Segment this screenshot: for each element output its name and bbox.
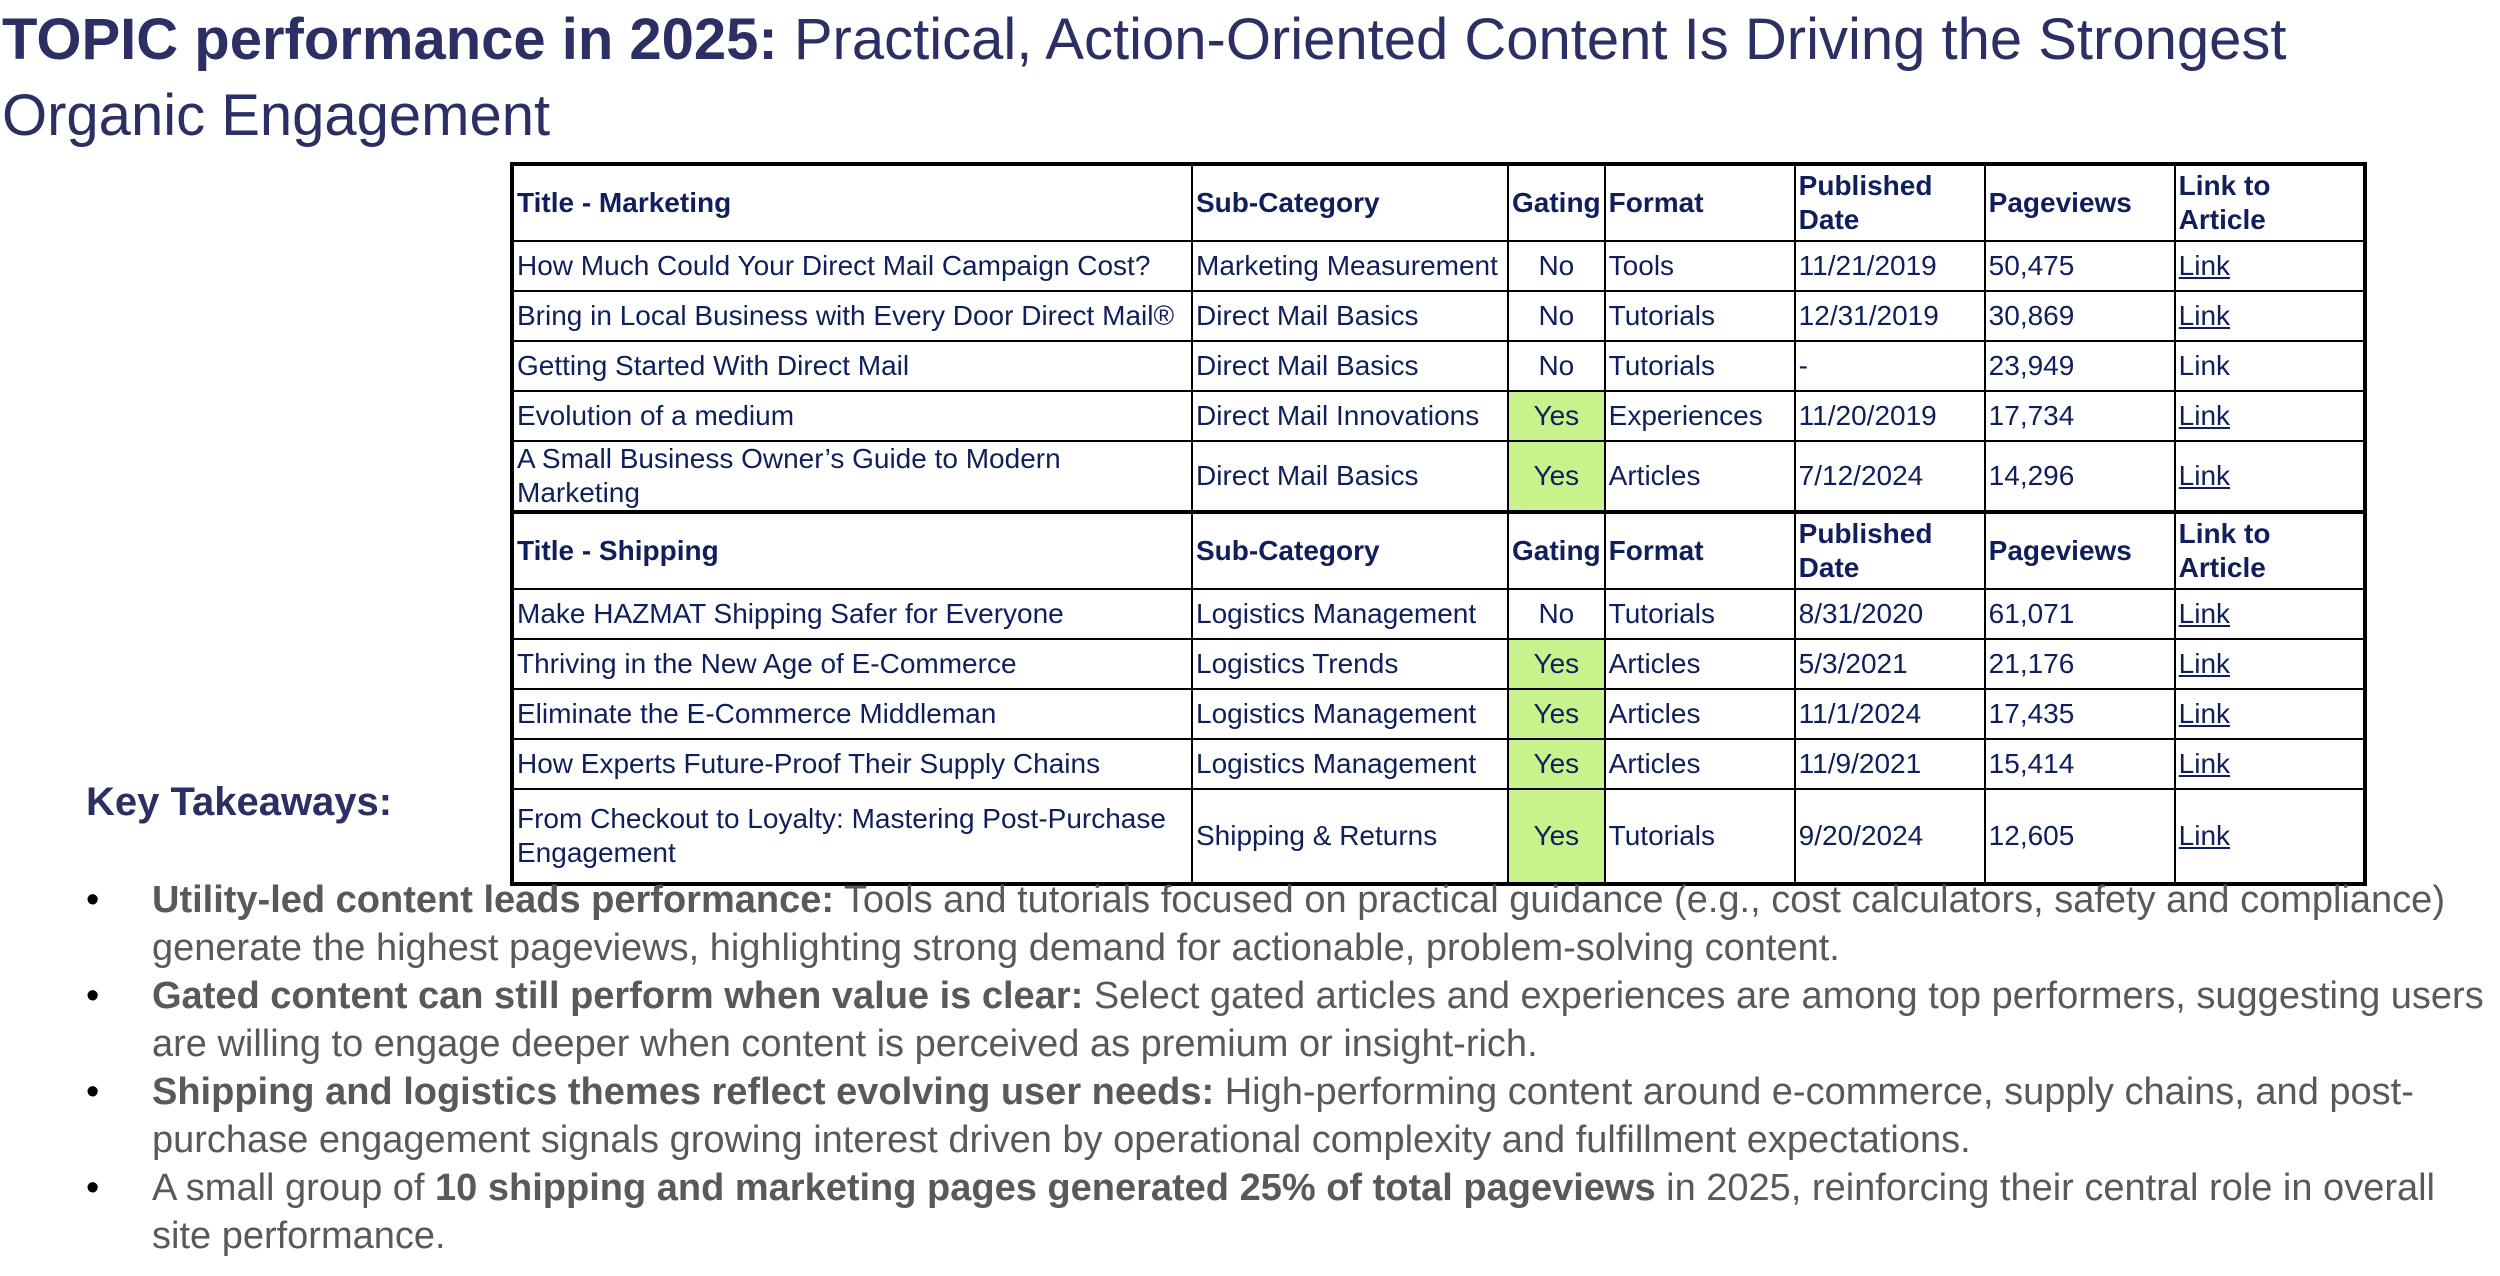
cell-pageviews: 30,869: [1985, 291, 2175, 341]
takeaway-text: Select gated articles and experiences are among top performers, suggesting users are willing to engage deeper when content is perceived as premium or insight-rich.: [152, 975, 2484, 1065]
cell-gating: Yes: [1508, 391, 1605, 441]
cell-gating: Yes: [1508, 639, 1605, 689]
cell-pageviews: 12,605: [1985, 789, 2175, 884]
header-title-shipping: Title - Shipping: [512, 512, 1192, 589]
cell-link: [2175, 241, 2365, 291]
content-performance-table-wrap: [510, 162, 2367, 886]
article-link[interactable]: Link: [2178, 648, 2231, 679]
cell-title: From Checkout to Loyalty: Mastering Post-Purchase Engagement: [512, 789, 1192, 884]
cell-link: [2175, 589, 2365, 639]
cell-title: How Much Could Your Direct Mail Campaign Cost?: [512, 241, 1192, 291]
takeaway-lead: Shipping and logistics themes reflect evolving user needs:: [152, 1071, 1215, 1113]
cell-gating: Yes: [1508, 441, 1605, 512]
cell-sub-category: Marketing Measurement: [1192, 241, 1508, 291]
cell-pageviews: 17,734: [1985, 391, 2175, 441]
page-title: [2, 2, 2482, 154]
cell-published-date: 12/31/2019: [1795, 291, 1985, 341]
key-takeaways-list: [86, 876, 2496, 1260]
key-takeaways-heading: Key Takeaways:: [86, 780, 393, 824]
bullet-icon: •: [86, 879, 100, 921]
cell-link: [2175, 291, 2365, 341]
takeaway-text: High-performing content around e-commerce, supply chains, and post-purchase engagement signals growing interest driven by operational complexity and fulfillment expectations.: [152, 1071, 2414, 1161]
cell-pageviews: 14,296: [1985, 441, 2175, 512]
bullet-icon: •: [86, 975, 100, 1017]
cell-sub-category: Logistics Trends: [1192, 639, 1508, 689]
bullet-icon: •: [86, 1071, 100, 1113]
header-published-date: Published Date: [1795, 512, 1985, 589]
article-link: Link: [2178, 350, 2231, 381]
cell-format: Tutorials: [1605, 589, 1795, 639]
cell-gating: No: [1508, 341, 1605, 391]
cell-pageviews: 50,475: [1985, 241, 2175, 291]
cell-format: Articles: [1605, 441, 1795, 512]
takeaway-text-pre: A small group of: [152, 1167, 436, 1209]
table-row: [512, 639, 2365, 689]
takeaway-item: [86, 1164, 2496, 1260]
cell-published-date: 11/1/2024: [1795, 689, 1985, 739]
header-format: Format: [1605, 512, 1795, 589]
table-row: [512, 689, 2365, 739]
table-row: [512, 391, 2365, 441]
cell-title: Evolution of a medium: [512, 391, 1192, 441]
takeaway-text: Tools and tutorials focused on practical guidance (e.g., cost calculators, safety and compliance) generate the highest pageviews, highlighting strong demand for actionable, problem-solving content.: [152, 879, 2445, 969]
cell-title: Getting Started With Direct Mail: [512, 341, 1192, 391]
article-link[interactable]: Link: [2178, 460, 2231, 491]
cell-format: Tutorials: [1605, 291, 1795, 341]
cell-format: Tutorials: [1605, 789, 1795, 884]
cell-published-date: 11/20/2019: [1795, 391, 1985, 441]
cell-format: Tools: [1605, 241, 1795, 291]
cell-sub-category: Direct Mail Basics: [1192, 441, 1508, 512]
takeaway-highlight: 10 shipping and marketing pages generated 25% of total pageviews: [435, 1167, 1656, 1209]
cell-gating: No: [1508, 291, 1605, 341]
table-header-row-marketing: [512, 164, 2365, 241]
takeaway-text-post: in 2025, reinforcing their central role in overall site performance.: [152, 1167, 2436, 1257]
takeaway-item: [86, 1068, 2496, 1164]
cell-gating: Yes: [1508, 789, 1605, 884]
cell-sub-category: Logistics Management: [1192, 589, 1508, 639]
article-link[interactable]: Link: [2178, 300, 2231, 331]
page-title-rest: Practical, Action-Oriented Content Is Driving the Strongest Organic Engagement: [2, 7, 2287, 148]
cell-link: [2175, 639, 2365, 689]
header-link: Link to Article: [2175, 164, 2365, 241]
cell-title: Eliminate the E-Commerce Middleman: [512, 689, 1192, 739]
table-row: [512, 739, 2365, 789]
header-gating: Gating: [1508, 512, 1605, 589]
header-gating: Gating: [1508, 164, 1605, 241]
cell-sub-category: Direct Mail Innovations: [1192, 391, 1508, 441]
cell-format: Experiences: [1605, 391, 1795, 441]
cell-format: Articles: [1605, 739, 1795, 789]
cell-title: Bring in Local Business with Every Door Direct Mail®: [512, 291, 1192, 341]
cell-published-date: 8/31/2020: [1795, 589, 1985, 639]
table-body: [512, 164, 2365, 884]
cell-gating: No: [1508, 241, 1605, 291]
table-row: [512, 291, 2365, 341]
header-published-date: Published Date: [1795, 164, 1985, 241]
cell-sub-category: Shipping & Returns: [1192, 789, 1508, 884]
header-format: Format: [1605, 164, 1795, 241]
cell-title: How Experts Future-Proof Their Supply Chains: [512, 739, 1192, 789]
cell-published-date: -: [1795, 341, 1985, 391]
cell-gating: No: [1508, 589, 1605, 639]
cell-sub-category: Direct Mail Basics: [1192, 291, 1508, 341]
table-row: [512, 789, 2365, 884]
article-link[interactable]: Link: [2178, 748, 2231, 779]
table-row: [512, 341, 2365, 391]
table-row: [512, 241, 2365, 291]
cell-pageviews: 17,435: [1985, 689, 2175, 739]
cell-link: [2175, 689, 2365, 739]
cell-pageviews: 21,176: [1985, 639, 2175, 689]
cell-pageviews: 23,949: [1985, 341, 2175, 391]
takeaway-lead: Utility-led content leads performance:: [152, 879, 835, 921]
cell-link: [2175, 441, 2365, 512]
page-title-bold: TOPIC performance in 2025:: [2, 7, 778, 72]
bullet-icon: •: [86, 1167, 100, 1209]
header-link: Link to Article: [2175, 512, 2365, 589]
article-link[interactable]: Link: [2178, 820, 2231, 851]
cell-pageviews: 15,414: [1985, 739, 2175, 789]
article-link[interactable]: Link: [2178, 250, 2231, 281]
cell-published-date: 9/20/2024: [1795, 789, 1985, 884]
cell-sub-category: Direct Mail Basics: [1192, 341, 1508, 391]
cell-title: A Small Business Owner’s Guide to Modern Marketing: [512, 441, 1192, 512]
cell-gating: Yes: [1508, 689, 1605, 739]
article-link[interactable]: Link: [2178, 400, 2231, 431]
takeaway-item: [86, 876, 2496, 972]
cell-title: Make HAZMAT Shipping Safer for Everyone: [512, 589, 1192, 639]
cell-gating: Yes: [1508, 739, 1605, 789]
cell-published-date: 5/3/2021: [1795, 639, 1985, 689]
article-link[interactable]: Link: [2178, 598, 2231, 629]
header-title-marketing: Title - Marketing: [512, 164, 1192, 241]
cell-title: Thriving in the New Age of E-Commerce: [512, 639, 1192, 689]
header-sub-category: Sub-Category: [1192, 164, 1508, 241]
header-sub-category: Sub-Category: [1192, 512, 1508, 589]
cell-sub-category: Logistics Management: [1192, 689, 1508, 739]
cell-format: Tutorials: [1605, 341, 1795, 391]
article-link[interactable]: Link: [2178, 698, 2231, 729]
cell-pageviews: 61,071: [1985, 589, 2175, 639]
takeaway-item: [86, 972, 2496, 1068]
header-pageviews: Pageviews: [1985, 512, 2175, 589]
header-pageviews: Pageviews: [1985, 164, 2175, 241]
cell-format: Articles: [1605, 689, 1795, 739]
cell-link: [2175, 341, 2365, 391]
table-row: [512, 589, 2365, 639]
cell-link: [2175, 739, 2365, 789]
cell-published-date: 11/9/2021: [1795, 739, 1985, 789]
cell-published-date: 11/21/2019: [1795, 241, 1985, 291]
content-performance-table: [510, 162, 2367, 886]
takeaway-lead: Gated content can still perform when value is clear:: [152, 975, 1084, 1017]
cell-format: Articles: [1605, 639, 1795, 689]
cell-link: [2175, 391, 2365, 441]
table-row: [512, 441, 2365, 512]
cell-sub-category: Logistics Management: [1192, 739, 1508, 789]
cell-published-date: 7/12/2024: [1795, 441, 1985, 512]
table-header-row-shipping: [512, 512, 2365, 589]
cell-link: [2175, 789, 2365, 884]
